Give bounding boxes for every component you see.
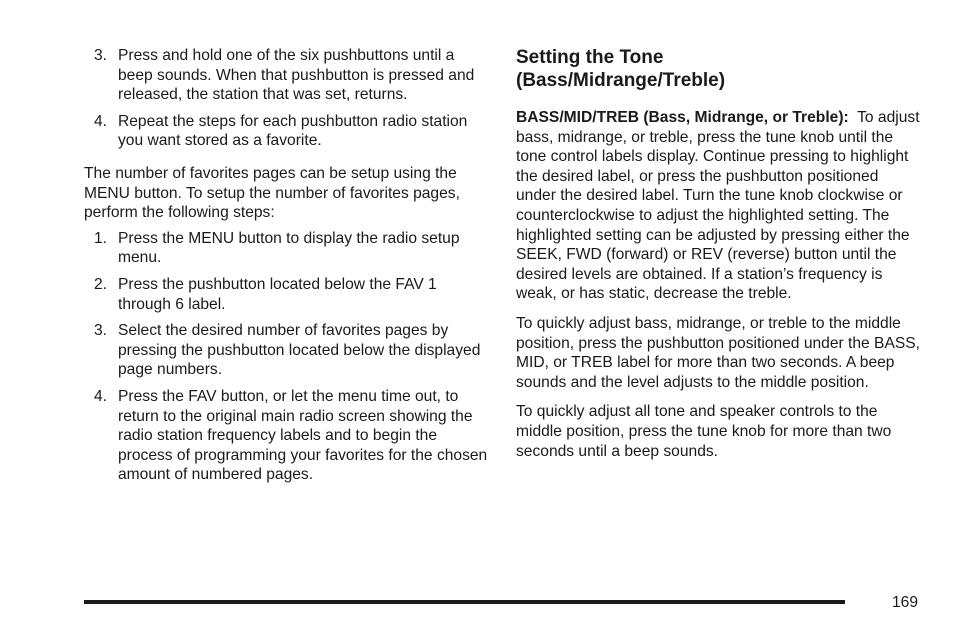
favorites-paragraph: The number of favorites pages can be setup using the MENU button. To setup the number of favorites pages, perform the following steps: <box>84 164 460 222</box>
list-item <box>84 321 488 380</box>
section-heading: Setting the Tone (Bass/Midrange/Treble) <box>516 47 726 91</box>
list-item <box>84 112 488 151</box>
list-text: Press the FAV button, or let the menu time out, to return to the original main radio screen showing the radio station frequency labels and to begin the process of programming your favorites for the chosen amount of numbered pages. <box>118 387 488 484</box>
list-text: Press the MENU button to display the radio setup menu. <box>118 229 460 267</box>
list-number: 4. <box>94 112 108 130</box>
list-item <box>84 275 488 314</box>
steps-list-continued <box>84 46 488 151</box>
list-item <box>84 387 488 485</box>
right-column <box>516 46 920 471</box>
tone-term-paragraph <box>516 108 920 304</box>
term-label: BASS/MID/TREB (Bass, Midrange, or Treble): <box>516 109 849 126</box>
left-column <box>84 46 488 492</box>
list-number: 3. <box>94 47 108 64</box>
list-item <box>84 46 488 105</box>
list-number: 1. <box>94 229 108 247</box>
list-text: Repeat the steps for each pushbutton radio station you want stored as a favorite. <box>118 112 468 150</box>
page-number: 169 <box>891 594 918 611</box>
favorites-steps-list <box>84 229 488 485</box>
list-number: 2. <box>94 275 108 293</box>
list-text: Press the pushbutton located below the FAV 1 through 6 label. <box>118 275 437 313</box>
footer-rule <box>84 600 845 604</box>
list-number: 3. <box>94 322 108 340</box>
list-text: Press and hold one of the six pushbuttons until a beep sounds. When that pushbutton is pressed and released, the station that was set, returns. <box>118 47 475 104</box>
middle-position-paragraph: To quickly adjust bass, midrange, or treble to the middle position, press the pushbutton positioned under the BASS, MID, or TREB label for more than two seconds. A beep sounds and the level adjusts to the middle position. <box>516 314 920 391</box>
reset-all-paragraph: To quickly adjust all tone and speaker controls to the middle position, press the tune knob for more than two seconds until a beep sounds. <box>516 403 892 460</box>
list-number: 4. <box>94 387 108 405</box>
list-text: Select the desired number of favorites pages by pressing the pushbutton located below the displayed page numbers. <box>118 322 481 379</box>
term-body: To adjust bass, midrange, or treble, press the tune knob until the tone control labels display. Continue pressing to highlight the desired label, or press the pushbutton positioned under the desired label. Turn the tune knob clockwise or counterclockwise to adjust the highlighted setting. The highlighted setting can be adjusted by pressing either the SEEK, FWD (forward) or REV (reverse) button until the desired levels are obtained. If a station’s frequency is weak, or has static, decrease the treble. <box>516 109 920 303</box>
list-item <box>84 229 488 268</box>
